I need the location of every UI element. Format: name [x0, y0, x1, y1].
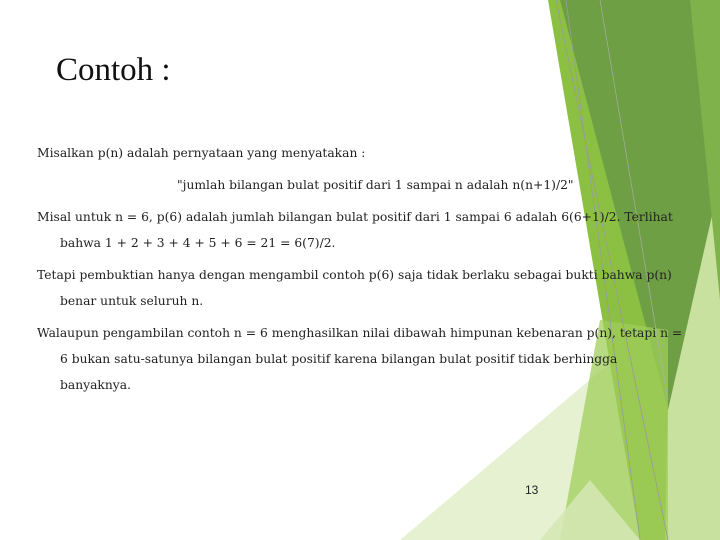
paragraph-example: Misal untuk n = 6, p(6) adalah jumlah bilangan bulat positif dari 1 sampai 6 adalah 6(6+1)/2. Terlihat bahwa 1 + 2 + 3 + 4 + 5 + 6 = 21 = 6(7)/2. [37, 210, 673, 250]
paragraph-caveat: Tetapi pembuktian hanya dengan mengambil contoh p(6) saja tidak berlaku sebagai bukti bahwa p(n) benar untuk seluruh n. [37, 268, 672, 308]
paragraph-intro: Misalkan p(n) adalah pernyataan yang menyatakan : [37, 146, 366, 160]
slide-title: Contoh : [56, 52, 171, 88]
paragraph-quote: "jumlah bilangan bulat positif dari 1 sampai n adalah n(n+1)/2" [177, 178, 574, 192]
slide-body [37, 140, 692, 398]
paragraph-conclusion: Walaupun pengambilan contoh n = 6 menghasilkan nilai dibawah himpunan kebenaran p(n), tetapi n = 6 bukan satu-satunya bilangan bulat positif karena bilangan bulat positif tidak berhingga banyaknya. [37, 326, 683, 392]
page-number: 13 [525, 483, 539, 497]
